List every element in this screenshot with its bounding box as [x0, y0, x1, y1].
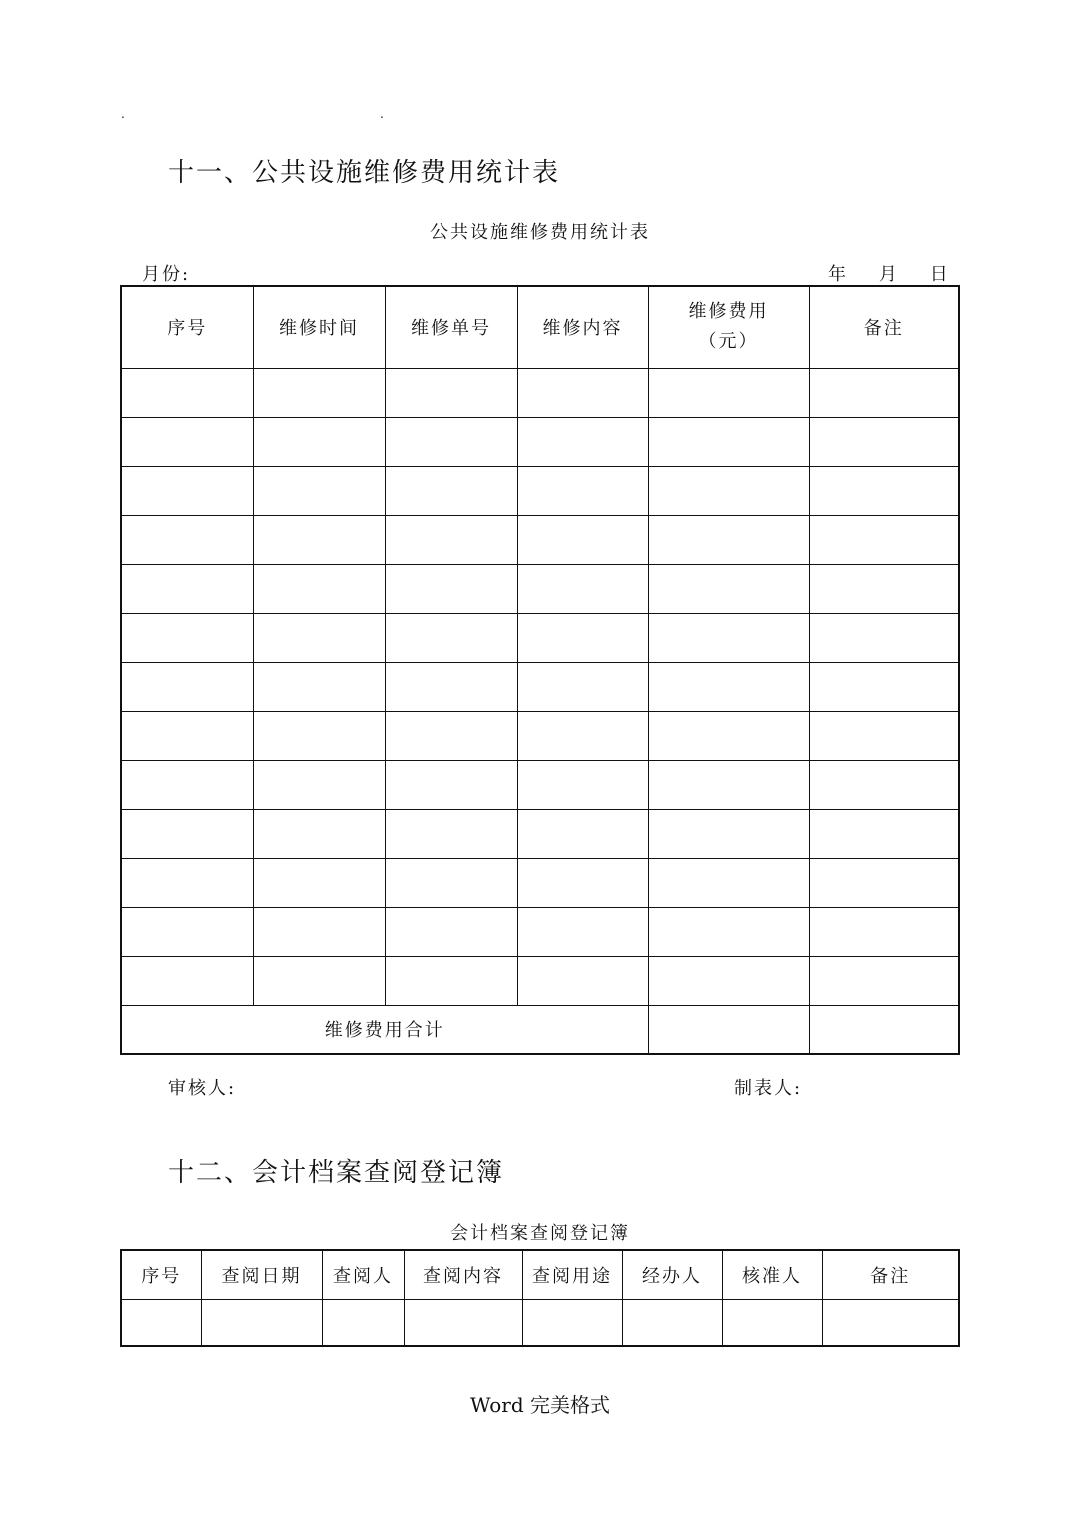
table-cell[interactable] [385, 515, 517, 564]
table-cell[interactable] [648, 613, 809, 662]
archive-access-register-table [120, 1249, 960, 1347]
col-header-repair-order-no: 维修单号 [385, 286, 517, 368]
page-dot-right: . [380, 107, 384, 121]
col-header-serial: 序号 [121, 286, 253, 368]
table-row [121, 711, 959, 760]
table-cell[interactable] [121, 466, 253, 515]
col-header-handler: 经办人 [622, 1250, 722, 1299]
table-cell[interactable] [809, 368, 959, 417]
table-cell[interactable] [822, 1299, 959, 1346]
table-cell[interactable] [809, 613, 959, 662]
table-cell[interactable] [809, 956, 959, 1005]
table-cell[interactable] [322, 1299, 404, 1346]
table-cell[interactable] [121, 1299, 201, 1346]
footer-text: Word 完美格式 [470, 1393, 610, 1417]
table-cell[interactable] [517, 417, 648, 466]
table-cell[interactable] [809, 564, 959, 613]
table-cell[interactable] [385, 809, 517, 858]
table-cell[interactable] [253, 368, 385, 417]
table-cell[interactable] [517, 956, 648, 1005]
table-cell[interactable] [648, 662, 809, 711]
table-cell[interactable] [253, 711, 385, 760]
table-cell[interactable] [517, 466, 648, 515]
table-cell[interactable] [253, 417, 385, 466]
table-cell[interactable] [648, 564, 809, 613]
table-cell[interactable] [253, 760, 385, 809]
reviewer-label: 审核人: [168, 1078, 237, 1099]
table-row [121, 613, 959, 662]
table-cell[interactable] [253, 466, 385, 515]
table-cell[interactable] [809, 858, 959, 907]
table-cell[interactable] [121, 809, 253, 858]
col-header-accessor: 查阅人 [322, 1250, 404, 1299]
table-cell[interactable] [522, 1299, 622, 1346]
preparer-label: 制表人: [734, 1078, 803, 1099]
section2-heading: 十二、会计档案查阅登记簿 [168, 1158, 505, 1188]
table-cell[interactable] [809, 417, 959, 466]
table-cell[interactable] [201, 1299, 322, 1346]
total-remarks-cell[interactable] [809, 1005, 959, 1054]
col-header-access-content: 查阅内容 [404, 1250, 522, 1299]
table-cell[interactable] [648, 858, 809, 907]
table-cell[interactable] [385, 760, 517, 809]
table-cell[interactable] [385, 613, 517, 662]
table-cell[interactable] [809, 809, 959, 858]
table-cell[interactable] [517, 515, 648, 564]
table-cell[interactable] [385, 711, 517, 760]
table-cell[interactable] [517, 760, 648, 809]
table-cell[interactable] [385, 662, 517, 711]
table-cell[interactable] [253, 564, 385, 613]
section1-caption: 公共设施维修费用统计表 [430, 222, 650, 243]
table-cell[interactable] [648, 417, 809, 466]
table-row [121, 956, 959, 1005]
table-cell[interactable] [385, 368, 517, 417]
table-cell[interactable] [809, 662, 959, 711]
table-header-row [121, 1250, 959, 1299]
col-header-repair-content: 维修内容 [517, 286, 648, 368]
table-header-row [121, 286, 959, 368]
table-cell[interactable] [517, 662, 648, 711]
table-row [121, 564, 959, 613]
table-cell[interactable] [385, 907, 517, 956]
table-cell[interactable] [648, 907, 809, 956]
date-label: 年 月 日 [828, 264, 950, 285]
col-header-serial: 序号 [121, 1250, 201, 1299]
table-row [121, 907, 959, 956]
table-row [121, 760, 959, 809]
month-label: 月份: [142, 264, 191, 285]
table-cell[interactable] [121, 515, 253, 564]
table-cell[interactable] [648, 760, 809, 809]
table-row [121, 858, 959, 907]
table-cell[interactable] [517, 858, 648, 907]
repair-cost-label: 维修费用 [688, 301, 769, 323]
table-cell[interactable] [121, 760, 253, 809]
table-cell[interactable] [404, 1299, 522, 1346]
table-cell[interactable] [385, 564, 517, 613]
table-cell[interactable] [253, 956, 385, 1005]
table-cell[interactable] [385, 956, 517, 1005]
table-cell[interactable] [517, 907, 648, 956]
repair-cost-unit: （元） [698, 331, 759, 353]
table-cell[interactable] [253, 613, 385, 662]
table-cell[interactable] [385, 858, 517, 907]
table-cell[interactable] [648, 466, 809, 515]
table-row [121, 1299, 959, 1346]
table-row [121, 809, 959, 858]
table-cell[interactable] [121, 662, 253, 711]
table-cell[interactable] [121, 417, 253, 466]
col-header-remarks: 备注 [822, 1250, 959, 1299]
table-row [121, 515, 959, 564]
total-label: 维修费用合计 [121, 1005, 648, 1054]
table-cell[interactable] [809, 907, 959, 956]
table-cell[interactable] [385, 417, 517, 466]
col-header-repair-time: 维修时间 [253, 286, 385, 368]
table-cell[interactable] [517, 711, 648, 760]
table-cell[interactable] [253, 662, 385, 711]
table-cell[interactable] [121, 368, 253, 417]
table-row [121, 368, 959, 417]
col-header-remarks: 备注 [809, 286, 959, 368]
table-cell[interactable] [809, 466, 959, 515]
total-row [121, 1005, 959, 1054]
table-cell[interactable] [385, 466, 517, 515]
section2-caption: 会计档案查阅登记簿 [450, 1223, 630, 1244]
table-cell[interactable] [121, 907, 253, 956]
maintenance-cost-table [120, 285, 960, 1055]
table-cell[interactable] [809, 515, 959, 564]
table-cell[interactable] [121, 956, 253, 1005]
table-cell[interactable] [121, 711, 253, 760]
table-cell[interactable] [517, 368, 648, 417]
col-header-access-date: 查阅日期 [201, 1250, 322, 1299]
col-header-repair-cost [648, 286, 809, 368]
table-cell[interactable] [253, 809, 385, 858]
col-header-approver: 核准人 [722, 1250, 822, 1299]
col-header-access-purpose: 查阅用途 [522, 1250, 622, 1299]
page-dot-left: . [121, 107, 125, 121]
table-cell[interactable] [517, 564, 648, 613]
section1-heading: 十一、公共设施维修费用统计表 [168, 158, 561, 188]
table-row [121, 466, 959, 515]
table-cell[interactable] [622, 1299, 722, 1346]
table-cell[interactable] [253, 858, 385, 907]
table-cell[interactable] [121, 613, 253, 662]
table-cell[interactable] [809, 760, 959, 809]
table-row [121, 662, 959, 711]
table-row [121, 417, 959, 466]
table-cell[interactable] [648, 956, 809, 1005]
table-cell[interactable] [253, 515, 385, 564]
table-cell[interactable] [648, 368, 809, 417]
table-cell[interactable] [517, 809, 648, 858]
table-cell[interactable] [809, 711, 959, 760]
table-cell[interactable] [253, 907, 385, 956]
table-cell[interactable] [121, 858, 253, 907]
table-cell[interactable] [517, 613, 648, 662]
table-cell[interactable] [648, 809, 809, 858]
table-cell[interactable] [722, 1299, 822, 1346]
table-cell[interactable] [648, 515, 809, 564]
table-cell[interactable] [648, 711, 809, 760]
table-cell[interactable] [121, 564, 253, 613]
total-cost-cell[interactable] [648, 1005, 809, 1054]
